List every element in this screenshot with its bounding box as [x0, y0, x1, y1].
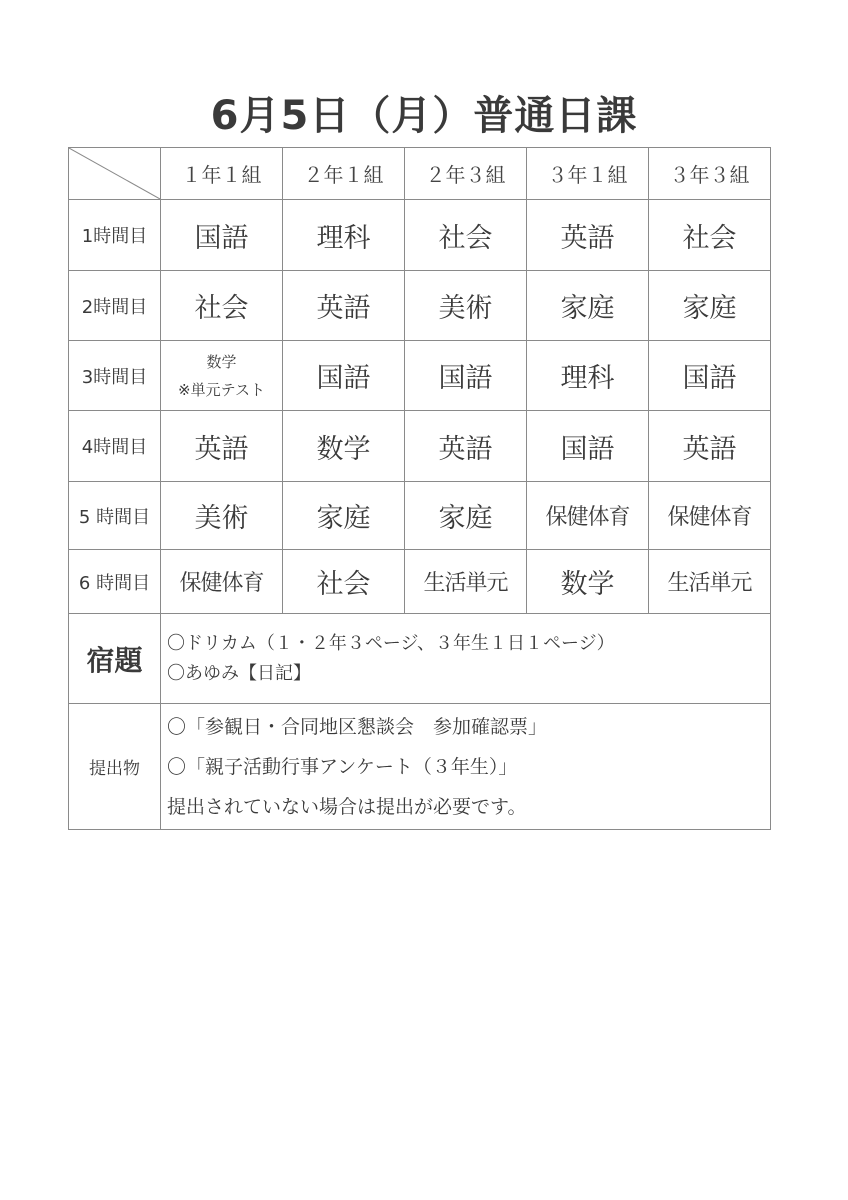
period-row	[69, 411, 771, 482]
period-row	[69, 200, 771, 271]
subject-cell: 家庭	[405, 482, 527, 550]
subject-cell: 数学	[283, 411, 405, 482]
submission-line: 〇「参観日・合同地区懇談会 参加確認票」	[167, 715, 548, 738]
subject-cell: 国語	[649, 341, 771, 411]
subject-cell: 英語	[649, 411, 771, 482]
period-row	[69, 271, 771, 341]
homework-label: 宿題	[69, 614, 161, 704]
subject-cell: 保健体育	[527, 482, 649, 550]
subject-cell: 美術	[161, 482, 283, 550]
subject-cell: 家庭	[649, 271, 771, 341]
homework-line: 〇あゆみ【日記】	[167, 662, 311, 684]
subject-cell: 社会	[405, 200, 527, 271]
submission-line: 提出されていない場合は提出が必要です。	[167, 795, 527, 818]
special-subject: 数学	[206, 352, 237, 371]
subject-cell: 国語	[283, 341, 405, 411]
submission-row	[69, 704, 771, 830]
submission-content	[161, 704, 771, 830]
subject-cell: 家庭	[527, 271, 649, 341]
homework-content	[161, 614, 771, 704]
subject-cell: 社会	[283, 550, 405, 614]
diagonal-line	[69, 148, 160, 199]
subject-cell-special	[161, 341, 283, 411]
subject-cell: 国語	[161, 200, 283, 271]
homework-line: 〇ドリカム（１・２年３ページ、３年生１日１ページ）	[167, 632, 615, 654]
period-label: 1時間目	[69, 200, 161, 271]
subject-cell: 国語	[527, 411, 649, 482]
class-header: ２年１組	[283, 148, 405, 200]
period-label: 6 時間目	[69, 550, 161, 614]
class-header: ３年３組	[649, 148, 771, 200]
subject-cell: 英語	[161, 411, 283, 482]
subject-cell: 保健体育	[649, 482, 771, 550]
timetable	[68, 147, 771, 830]
subject-cell: 生活単元	[649, 550, 771, 614]
subject-cell: 英語	[283, 271, 405, 341]
class-header: ３年１組	[527, 148, 649, 200]
period-row	[69, 550, 771, 614]
class-header: ２年３組	[405, 148, 527, 200]
corner-cell	[69, 148, 161, 200]
page-title: 6月5日（月）普通日課	[210, 93, 638, 139]
subject-cell: 理科	[283, 200, 405, 271]
subject-cell: 生活単元	[405, 550, 527, 614]
period-row	[69, 482, 771, 550]
period-label: 5 時間目	[69, 482, 161, 550]
subject-cell: 社会	[161, 271, 283, 341]
subject-cell: 家庭	[283, 482, 405, 550]
special-note: ※単元テスト	[178, 380, 265, 399]
submission-line: 〇「親子活動行事アンケート（３年生）」	[167, 755, 518, 778]
homework-row	[69, 614, 771, 704]
subject-cell: 理科	[527, 341, 649, 411]
subject-cell: 英語	[405, 411, 527, 482]
class-header: １年１組	[161, 148, 283, 200]
subject-cell: 保健体育	[161, 550, 283, 614]
subject-cell: 社会	[649, 200, 771, 271]
subject-cell: 美術	[405, 271, 527, 341]
submission-label: 提出物	[69, 704, 161, 830]
subject-cell: 数学	[527, 550, 649, 614]
subject-cell: 国語	[405, 341, 527, 411]
period-label: 4時間目	[69, 411, 161, 482]
period-label: 2時間目	[69, 271, 161, 341]
header-row	[69, 148, 771, 200]
period-label: 3時間目	[69, 341, 161, 411]
subject-cell: 英語	[527, 200, 649, 271]
period-row	[69, 341, 771, 411]
